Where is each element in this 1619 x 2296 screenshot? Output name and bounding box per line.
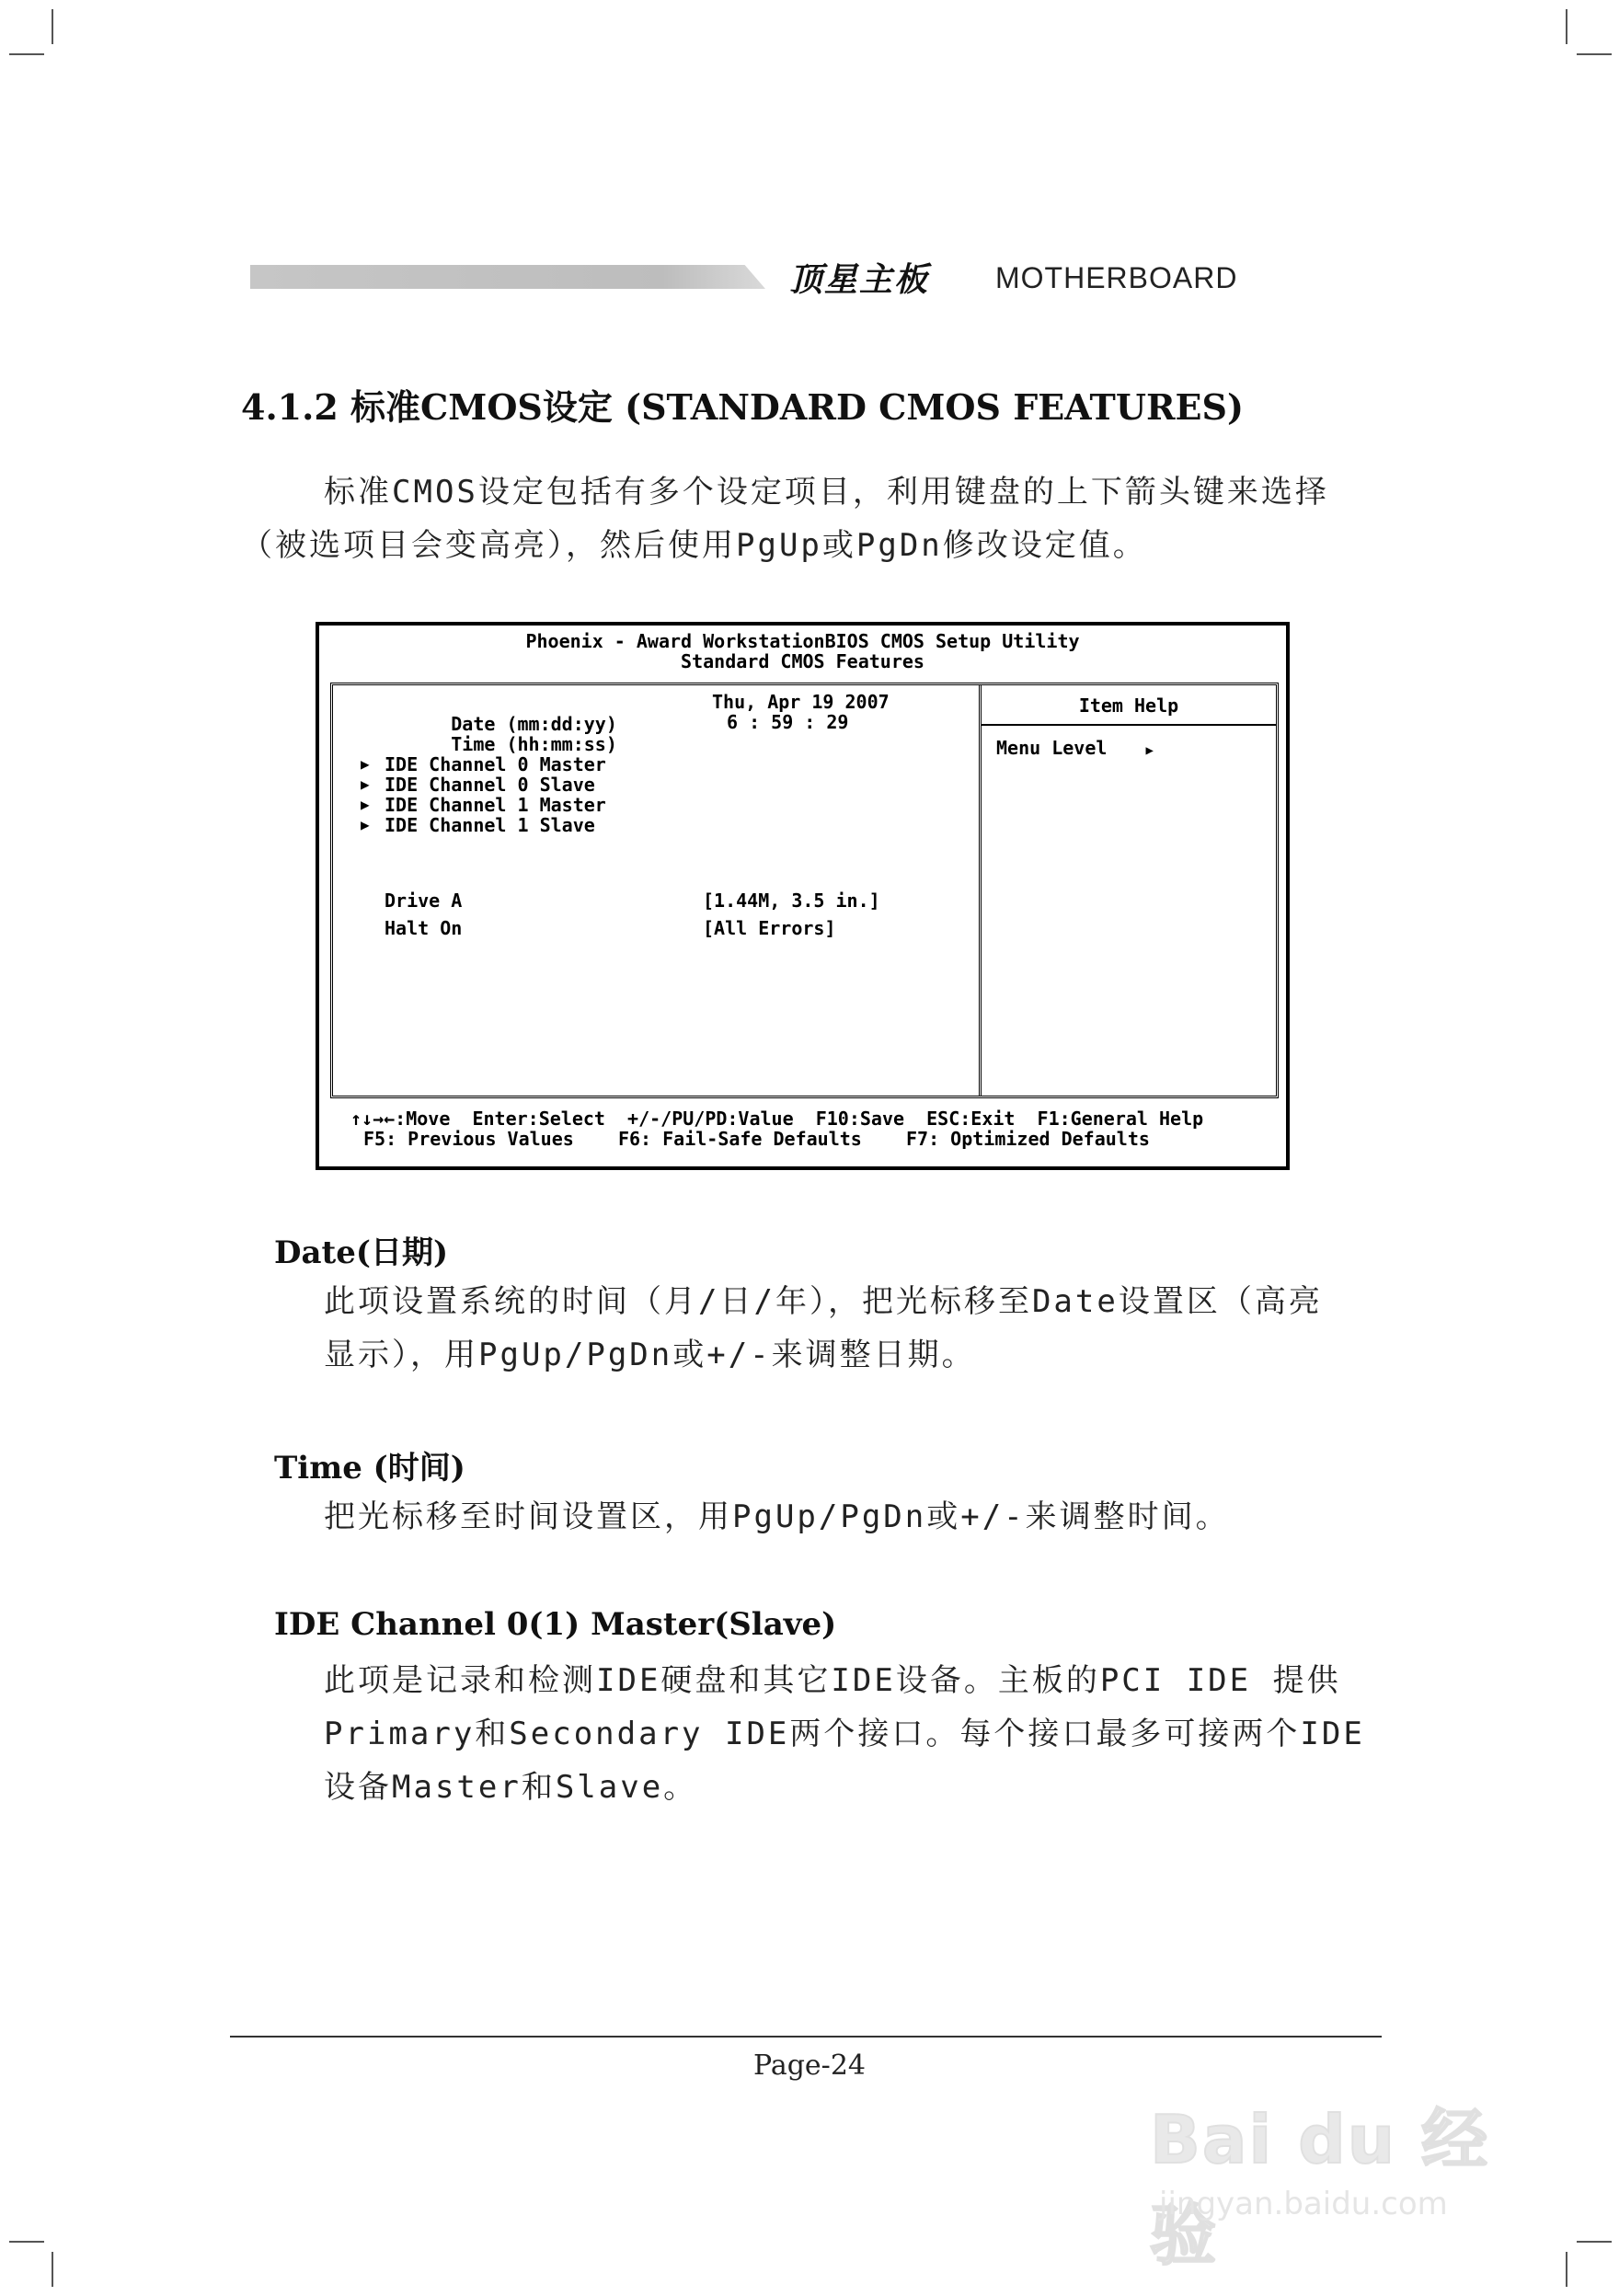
crop-mark xyxy=(1577,53,1612,55)
watermark-logo: Bai du 经验 xyxy=(1150,2101,1490,2274)
bios-row-ide0-slave: IDE Channel 0 Slave xyxy=(385,774,595,796)
menu-level xyxy=(996,737,1154,759)
bios-title-line: Phoenix - Award WorkstationBIOS CMOS Setup Utility xyxy=(525,630,1080,652)
footer-rule xyxy=(230,2036,1382,2038)
page-number: Page-24 xyxy=(753,2049,866,2082)
bios-settings-panel xyxy=(330,683,1279,1098)
crop-mark xyxy=(9,53,44,55)
intro-line: （被选项目会变高亮），然后使用PgUp或PgDn修改设定值。 xyxy=(241,527,1147,564)
item-text: 把光标移至时间设置区，用PgUp/PgDn或+/-来调整时间。 xyxy=(324,1498,1230,1535)
bios-value-drive-a: [1.44M, 3.5 in.] xyxy=(703,890,880,912)
bios-row-drive-a: Drive A xyxy=(385,890,463,912)
bios-screenshot xyxy=(316,622,1290,1170)
crop-mark xyxy=(52,9,53,44)
brand-subtitle: MOTHERBOARD xyxy=(995,261,1238,294)
brand-name: 顶星主板 xyxy=(789,261,930,299)
item-text: 显示），用PgUp/PgDn或+/-来调整日期。 xyxy=(324,1337,976,1373)
item-text: 此项是记录和检测IDE硬盘和其它IDE设备。主板的PCI IDE 提供 xyxy=(324,1662,1341,1699)
bios-label: Date (mm:dd:yy) xyxy=(451,713,617,735)
menu-level-arrow-icon: ▶ xyxy=(1145,743,1154,758)
bios-row-halt-on: Halt On xyxy=(385,917,463,939)
bios-row-ide1-slave: IDE Channel 1 Slave xyxy=(385,814,595,836)
item-help-panel xyxy=(979,685,1276,1096)
bios-row-ide0-master: IDE Channel 0 Master xyxy=(385,753,606,775)
section-title: 4.1.2 标准CMOS设定 (STANDARD CMOS FEATURES) xyxy=(241,386,1244,428)
divider xyxy=(982,724,1276,726)
submenu-arrow-icon: ▶ xyxy=(361,775,370,793)
menu-level-label: Menu Level xyxy=(996,737,1108,759)
header-bar xyxy=(250,265,765,289)
bios-value-date: Thu, Apr 19 2007 xyxy=(712,691,890,713)
item-text: 此项设置系统的时间（月/日/年），把光标移至Date设置区（高亮 xyxy=(324,1283,1323,1320)
item-help-title: Item Help xyxy=(1078,695,1179,717)
item-text: 设备Master和Slave。 xyxy=(324,1769,698,1806)
watermark-url: jingyan.baidu.com xyxy=(1159,2186,1448,2222)
item-heading-ide: IDE Channel 0(1) Master(Slave) xyxy=(274,1606,837,1643)
bios-value-time: 6 : 59 : 29 xyxy=(727,711,849,733)
submenu-arrow-icon: ▶ xyxy=(361,816,370,833)
key-legend-line: ↑↓→←:Move Enter:Select +/-/PU/PD:Value F10:Save ESC:Exit F1:General Help xyxy=(350,1108,1204,1130)
intro-line: 标准CMOS设定包括有多个设定项目，利用键盘的上下箭头键来选择 xyxy=(324,474,1329,511)
item-heading-time: Time (时间) xyxy=(274,1450,465,1487)
bios-row-ide1-master: IDE Channel 1 Master xyxy=(385,794,606,816)
key-legend-line: F5: Previous Values F6: Fail-Safe Defaults F7: Optimized Defaults xyxy=(363,1128,1150,1150)
crop-mark xyxy=(52,2252,53,2287)
bios-title xyxy=(319,631,1286,672)
submenu-arrow-icon: ▶ xyxy=(361,796,370,813)
submenu-arrow-icon: ▶ xyxy=(361,755,370,773)
bios-value-halt-on: [All Errors] xyxy=(703,917,836,939)
crop-mark xyxy=(1566,2252,1567,2287)
crop-mark xyxy=(1566,9,1567,44)
item-heading-date: Date(日期) xyxy=(274,1234,449,1271)
crop-mark xyxy=(1577,2241,1612,2243)
item-text: Primary和Secondary IDE两个接口。每个接口最多可接两个IDE xyxy=(324,1716,1365,1752)
bios-subtitle-line: Standard CMOS Features xyxy=(681,650,924,672)
bios-label: Time (hh:mm:ss) xyxy=(451,733,617,755)
crop-mark xyxy=(9,2241,44,2243)
watermark xyxy=(1150,2086,1536,2274)
